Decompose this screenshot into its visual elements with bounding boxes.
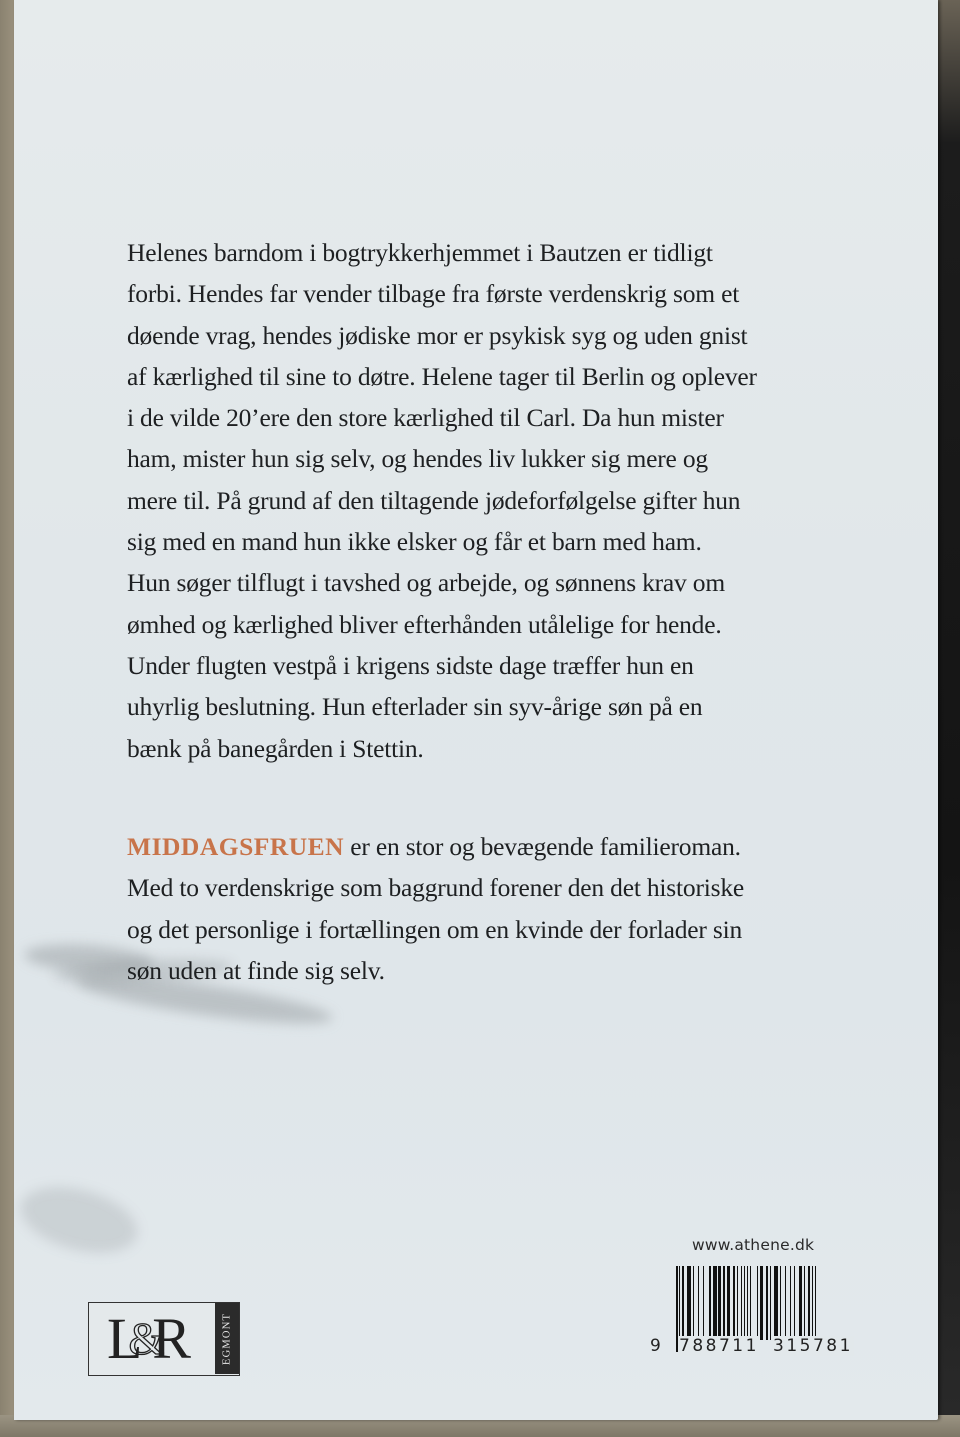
barcode-left-digits: 788711 (679, 1336, 759, 1356)
background-surface-right (936, 0, 960, 1437)
synopsis-line: mere til. På grund af den tiltagende jødeforfølgelse gifter hun (127, 485, 741, 515)
logo-letter-l: L (107, 1306, 129, 1371)
isbn-barcode (650, 1266, 868, 1358)
publisher-url: www.athene.dk (692, 1236, 815, 1254)
synopsis-line: døende vrag, hendes jødiske mor er psykisk syg og uden gnist (127, 320, 748, 350)
pitch-line: søn uden at finde sig selv. (127, 955, 385, 985)
logo-monogram (107, 1306, 177, 1373)
synopsis-line: Hun søger tilflugt i tavshed og arbejde, og sønnens krav om (127, 568, 725, 598)
logo-letter-r: R (152, 1306, 177, 1371)
synopsis-line: Helenes barndom i bogtrykkerhjemmet i Bautzen er tidligt (127, 238, 713, 267)
publisher-logo (88, 1302, 240, 1376)
barcode-first-digit: 9 (650, 1336, 664, 1356)
pitch-paragraph (127, 826, 867, 991)
background-surface-left (0, 0, 14, 1437)
synopsis-line: ham, mister hun sig selv, og hendes liv lukker sig mere og (127, 444, 708, 474)
smudge-mark (13, 1175, 144, 1264)
pitch-text: er en stor og bevægende familieroman. (344, 832, 741, 861)
synopsis-paragraph (127, 232, 867, 769)
synopsis-line: Under flugten vestpå i krigens sidste dage træffer hun en (127, 650, 694, 680)
logo-side-label: EGMONT (215, 1303, 239, 1374)
barcode-right-digits: 315781 (773, 1336, 853, 1356)
synopsis-line: forbi. Hendes far vender tilbage fra første verdenskrig som et (127, 279, 740, 309)
pitch-first-line (127, 826, 867, 867)
synopsis-line: sig med en mand hun ikke elsker og får et barn med ham. (127, 527, 702, 557)
synopsis-line: i de vilde 20’ere den store kærlighed til Carl. Da hun mister (127, 403, 724, 433)
synopsis-line: uhyrlig beslutning. Hun efterlader sin syv-årige søn på en (127, 692, 703, 722)
book-title: MIDDAGSFRUEN (127, 832, 345, 861)
pitch-line: Med to verdenskrige som baggrund forener den det historiske (127, 873, 745, 903)
synopsis-line: ømhed og kærlighed bliver efterhånden utålelige for hende. (127, 609, 722, 639)
synopsis-line: bænk på banegården i Stettin. (127, 733, 424, 763)
pitch-line: og det personlige i fortællingen om en kvinde der forlader sin (127, 914, 743, 944)
logo-ampersand: & (128, 1313, 151, 1364)
synopsis-line: af kærlighed til sine to døtre. Helene tager til Berlin og oplever (127, 361, 757, 391)
